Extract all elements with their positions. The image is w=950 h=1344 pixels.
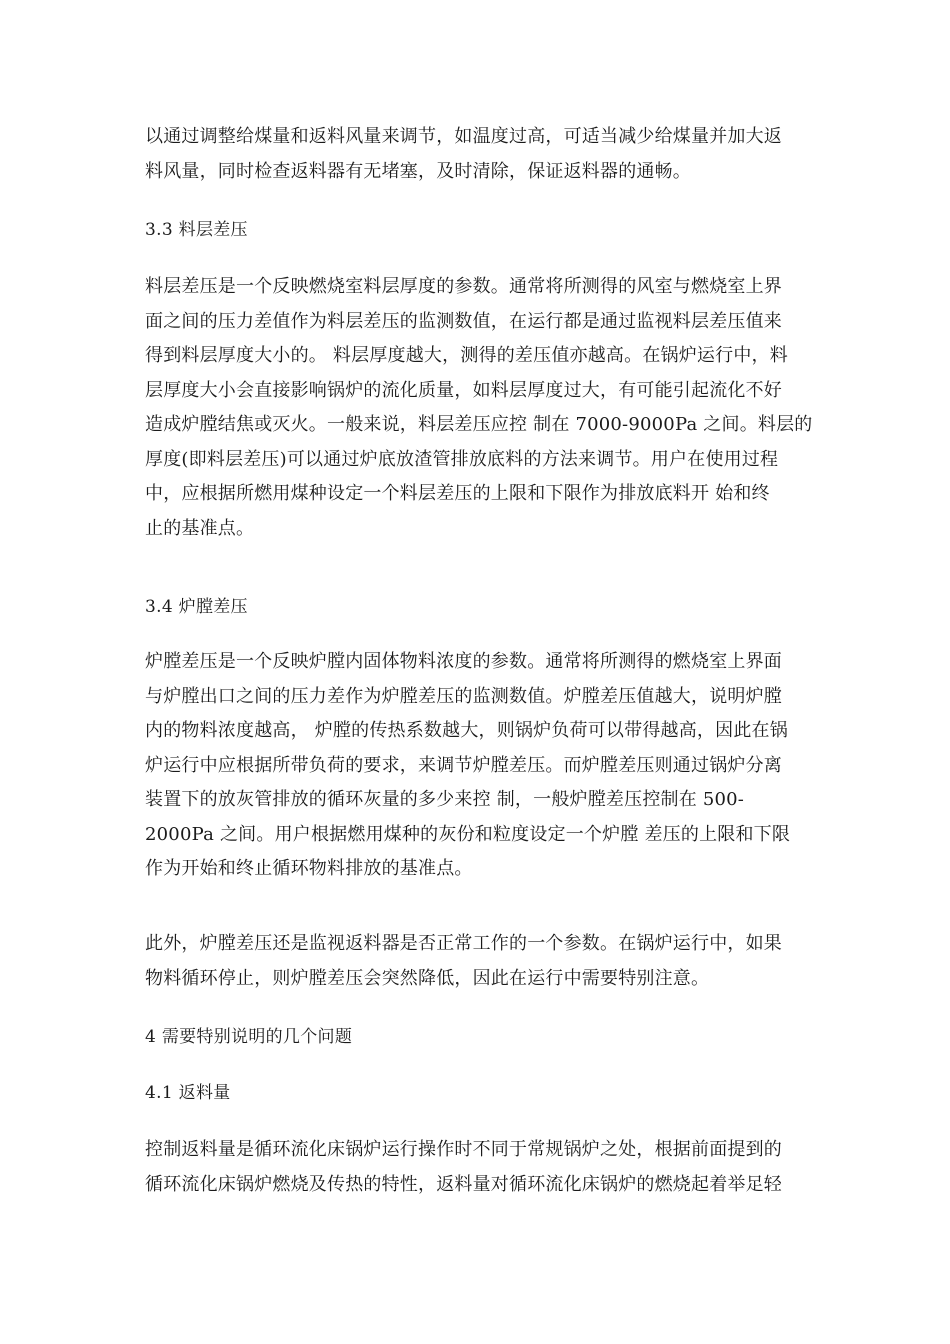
heading-text: 3.4 炉膛差压	[145, 597, 248, 617]
heading-text: 3.3 料层差压	[145, 220, 248, 240]
section-heading-3-3	[145, 213, 815, 247]
heading-text: 4.1 返料量	[145, 1083, 231, 1103]
text-line: 料层差压是一个反映燃烧室料层厚度的参数。通常将所测得的风室与燃烧室上界	[145, 276, 782, 297]
heading-text: 4 需要特别说明的几个问题	[145, 1027, 353, 1047]
text-line: 物料循环停止，则炉膛差压会突然降低，因此在运行中需要特别注意。	[145, 967, 710, 989]
section-heading-3-4	[145, 590, 815, 624]
text-line: 控制返料量是循环流化床锅炉运行操作时不同于常规锅炉之处，根据前面提到的	[145, 1139, 782, 1160]
text-line: 造成炉膛结焦或灭火。一般来说，料层差压应控 制在 7000-9000Pa 之间。料层的	[145, 414, 813, 435]
text-line: 层厚度大小会直接影响锅炉的流化质量，如料层厚度过大，有可能引起流化不好	[145, 379, 782, 401]
text-line: 止的基准点。	[145, 517, 255, 539]
text-line: 炉运行中应根据所带负荷的要求，来调节炉膛差压。而炉膛差压则通过锅炉分离	[145, 754, 782, 776]
text-line: 此外，炉膛差压还是监视返料器是否正常工作的一个参数。在锅炉运行中，如果	[145, 933, 782, 954]
section-heading-4	[145, 1020, 815, 1054]
text-line: 面之间的压力差值作为料层差压的监测数值，在运行都是通过监视料层差压值来	[145, 310, 782, 332]
paragraph-furnace-pressure-difference	[145, 645, 815, 887]
paragraph-return-feeder-monitoring	[145, 927, 815, 996]
text-line: 料风量，同时检查返料器有无堵塞，及时清除，保证返料器的通畅。	[145, 160, 691, 182]
paragraph-return-feed-amount	[145, 1133, 815, 1202]
section-heading-4-1	[145, 1076, 815, 1110]
text-line: 厚度(即料层差压)可以通过炉底放渣管排放底料的方法来调节。用户在使用过程	[145, 448, 779, 470]
paragraph-return-feed-temperature	[145, 120, 815, 189]
text-line: 炉膛差压是一个反映炉膛内固体物料浓度的参数。通常将所测得的燃烧室上界面	[145, 651, 782, 672]
text-line: 内的物料浓度越高， 炉膛的传热系数越大，则锅炉负荷可以带得越高，因此在锅	[145, 720, 788, 741]
text-line: 2000Pa 之间。用户根据燃用煤种的灰份和粒度设定一个炉膛 差压的上限和下限	[145, 823, 791, 845]
text-line: 与炉膛出口之间的压力差作为炉膛差压的监测数值。炉膛差压值越大，说明炉膛	[145, 685, 782, 707]
text-line: 得到料层厚度大小的。 料层厚度越大，测得的差压值亦越高。在锅炉运行中，料	[145, 345, 788, 366]
text-line: 中，应根据所燃用煤种设定一个料层差压的上限和下限作为排放底料开 始和终	[145, 483, 770, 504]
paragraph-bed-pressure-difference	[145, 270, 815, 546]
text-line: 作为开始和终止循环物料排放的基准点。	[145, 858, 473, 879]
text-line: 循环流化床锅炉燃烧及传热的特性，返料量对循环流化床锅炉的燃烧起着举足轻	[145, 1173, 782, 1195]
text-line: 以通过调整给煤量和返料风量来调节，如温度过高，可适当减少给煤量并加大返	[145, 126, 782, 147]
text-line: 装置下的放灰管排放的循环灰量的多少来控 制，一般炉膛差压控制在 500-	[145, 789, 745, 810]
